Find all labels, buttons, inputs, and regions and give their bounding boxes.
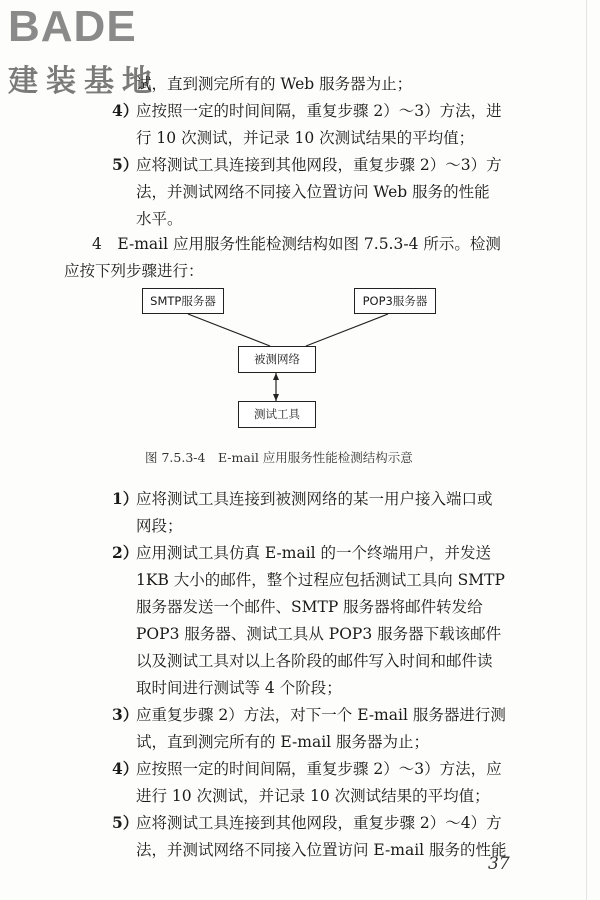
text-line: 网段； xyxy=(136,517,183,535)
text-line: 试，直到测完所有的 E-mail 服务器为止； xyxy=(136,733,430,751)
text-line: 1KB 大小的邮件，整个过程应包括测试工具向 SMTP xyxy=(136,571,505,589)
list-number: 1） xyxy=(112,489,139,508)
tool-box: 测试工具 xyxy=(238,401,316,428)
text-line: POP3 服务器、测试工具从 POP3 服务器下载该邮件 xyxy=(136,625,502,643)
text-line: 以及测试工具对以上各阶段的邮件写入时间和邮件读 xyxy=(136,652,493,670)
paragraph-line: 4 E-mail 应用服务性能检测结构如图 7.5.3-4 所示。检测 xyxy=(92,235,501,253)
figure-caption: 图 7.5.3-4 E-mail 应用服务性能检测结构示意 xyxy=(145,450,413,465)
pop3-server-box: POP3服务器 xyxy=(354,288,436,314)
smtp-server-box: SMTP服务器 xyxy=(142,288,224,314)
text-line: 应用测试工具仿真 E-mail 的一个终端用户，并发送 xyxy=(136,544,492,562)
connector-smtp xyxy=(188,314,270,346)
text-line: 试，直到测完所有的 Web 服务器为止； xyxy=(136,75,413,93)
text-line: 应将测试工具连接到其他网段，重复步骤 2）～4）方 xyxy=(136,814,502,832)
arrow-down xyxy=(273,394,279,401)
text-line: 应重复步骤 2）方法，对下一个 E-mail 服务器进行测 xyxy=(136,706,506,724)
text-line: 取时间进行测试等 4 个阶段； xyxy=(136,679,342,697)
text-line: 应将测试工具连接到被测网络的某一用户接入端口或 xyxy=(136,490,493,508)
logo-text: BADE xyxy=(8,2,137,51)
connector-pop3 xyxy=(306,314,388,346)
list-number: 4） xyxy=(112,759,139,778)
paragraph-line: 应按下列步骤进行： xyxy=(64,262,204,280)
text-line: 进行 10 次测试，并记录 10 次测试结果的平均值； xyxy=(136,787,490,805)
text-line: 法，并测试网络不同接入位置访问 Web 服务的性能 xyxy=(136,183,490,201)
text-line: 法，并测试网络不同接入位置访问 E-mail 服务的性能 xyxy=(136,841,507,859)
logo-subtitle: 建装基地 xyxy=(8,64,160,99)
text-line: 行 10 次测试，并记录 10 次测试结果的平均值； xyxy=(136,129,475,147)
text-line: 应将测试工具连接到其他网段，重复步骤 2）～3）方 xyxy=(136,156,502,174)
list-number: 5） xyxy=(112,155,139,174)
arrow-up xyxy=(273,373,279,380)
text-line: 应按照一定的时间间隔，重复步骤 2）～3）方法，应 xyxy=(136,760,502,778)
list-number: 4） xyxy=(112,101,139,120)
page-number: 37 xyxy=(488,854,510,874)
text-line: 服务器发送一个邮件、SMTP 服务器将邮件转发给 xyxy=(136,598,483,616)
list-number: 2） xyxy=(112,543,139,562)
text-line: 应按照一定的时间间隔，重复步骤 2）～3）方法，进 xyxy=(136,102,502,120)
network-box: 被测网络 xyxy=(238,346,316,373)
text-line: 水平。 xyxy=(136,210,183,228)
list-number: 3） xyxy=(112,705,139,724)
list-number: 5） xyxy=(112,813,139,832)
